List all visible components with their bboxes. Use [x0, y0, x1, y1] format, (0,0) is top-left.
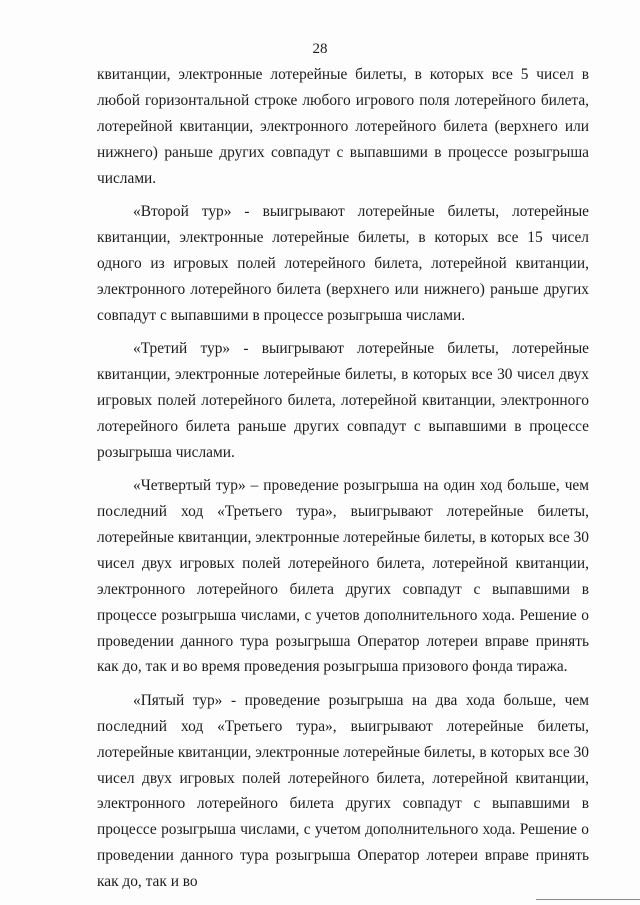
paragraph-continuation: квитанции, электронные лотерейные билеты, в которых все 5 чисел в любой горизонтальной строке любого игрового поля лотерейного билета, лотерейной квитанции, электронного лотерейного билета (верхнего или нижнего) раньше других совпадут с выпавшими в процессе розыгрыша числами.: [97, 66, 589, 187]
document-body: [97, 62, 589, 903]
scan-edge-line: [536, 899, 640, 900]
paragraph-fourth-round: «Четвертый тур» – проведение розыгрыша на один ход больше, чем последний ход «Третьего тура», выигрывают лотерейные билеты, лотерейные квитанции, электронные лотерейные билеты, в которых все 30 чисел двух игровых полей лотерейного билета, лотерейной квитанции, электронного лотерейного билета других совпадут с выпавшими в процессе розыгрыша числами, с учетов дополнительного хода. Решение о проведении данного тура розыгрыша Оператор лотереи вправе принять как до, так и во время проведения розыгрыша призового фонда тиража.: [97, 477, 589, 676]
page-number: 28: [312, 41, 328, 57]
paragraph-fifth-round: «Пятый тур» - проведение розыгрыша на два хода больше, чем последний ход «Третьего тура», выигрывают лотерейные билеты, лотерейные квитанции, электронные лотерейные билеты, в которых все 30 чисел двух игровых полей лотерейного билета, лотерейной квитанции, электронного лотерейного билета других совпадут с выпавшими в процессе розыгрыша числами, с учетом дополнительного хода. Решение о проведении данного тура розыгрыша Оператор лотереи вправе принять как до, так и во: [97, 691, 589, 891]
paragraph-third-round: «Третий тур» - выигрывают лотерейные билеты, лотерейные квитанции, электронные лотерейные билеты, в которых все 30 чисел двух игровых полей лотерейного билета, лотерейной квитанции, электронного лотерейного билета раньше других совпадут с выпавшими в процессе розыгрыша числами.: [97, 340, 589, 461]
paragraph-second-round: «Второй тур» - выигрывают лотерейные билеты, лотерейные квитанции, электронные лотерейные билеты, в которых все 15 чисел одного из игровых полей лотерейного билета, лотерейной квитанции, электронного лотерейного билета (верхнего или нижнего) раньше других совпадут с выпавшими в процессе розыгрыша числами.: [97, 203, 589, 324]
